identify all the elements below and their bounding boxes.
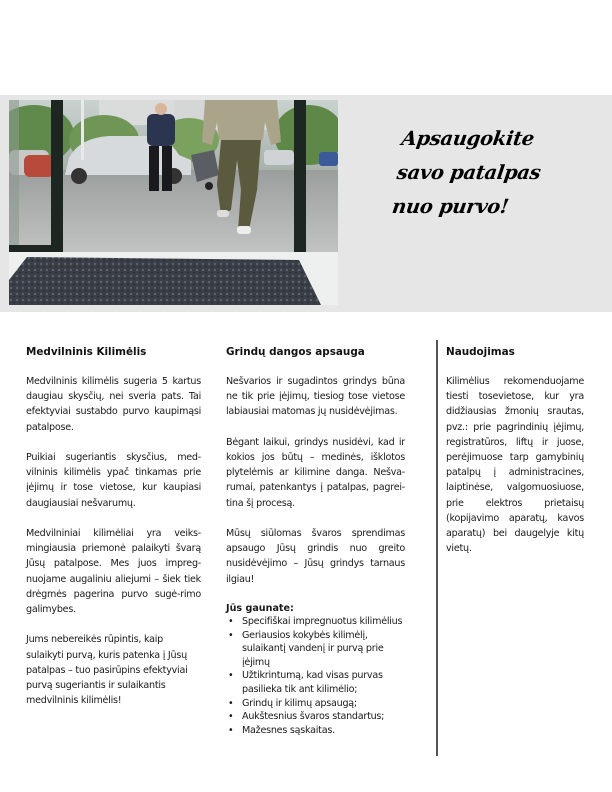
column-heading: Naudojimas <box>446 346 515 358</box>
paragraph: Jums nebereikės rūpintis, kaip sulaikyti purvą, kuris patenka į Jūsų patalpas – tuo pasirūpins efektyviai purvą sugeriantis ir sulaikantis medvilninis kilimėlis! <box>26 634 188 707</box>
paragraph: Nešvarios ir sugadintos grindys būna ne tik prie įėjimų, tiesiog tose vietose labiausiai matomas jų nusidėvėjimas. <box>226 376 405 418</box>
column-heading: Grindų dangos apsauga <box>226 346 365 358</box>
bullet-icon: • <box>228 697 234 709</box>
paragraph: Medvilninis kilimėlis sugeria 5 kartus daugiau skysčių, nei sveria pats. Tai efektyviai sustabdo purvo kaupimąsi patalpose. <box>26 376 201 433</box>
bullet-icon: • <box>228 629 234 641</box>
paragraph: Kilimėlius rekomenduojame tiesti tosevietose, kur yra didžiausias žmonių srautas, pvz.: prie pagrindinių įėjimų, registratūros, liftų ir juose, perėjimuose tarp gamybinių patalpų į administracines, laiptinėse, valgomuosiuose, prie elektros prietaisų (kopijavimo aparatų, kavos aparatų) bei daugelyje kitų vietų. <box>446 376 584 555</box>
list-item-text: Specifiškai impregnuotus kilimėlius <box>242 616 403 627</box>
bullet-icon: • <box>228 724 234 736</box>
list-item <box>226 710 405 724</box>
column-floor-protection <box>226 346 405 737</box>
paragraph: Medvilniniai kilimėliai yra veiks-mingiausia priemonė palaikyti švarą Jūsų patalpose. Mes juos impreg-nuojame augaliniu aliejumi – šiek tiek drėgmės pagerina purvo sugė-rimo galimybes. <box>26 528 201 616</box>
list-item-text: Mažesnes sąskaitas. <box>242 724 335 736</box>
list-item-text: Aukštesnius švaros standartus; <box>242 711 385 723</box>
list-item <box>226 724 405 738</box>
list-item <box>226 615 405 629</box>
benefits-title: Jūs gaunate: <box>226 603 294 614</box>
bullet-icon: • <box>228 616 234 627</box>
bullet-icon: • <box>228 711 234 723</box>
column-divider <box>436 340 438 756</box>
list-item-text: Užtikrintumą, kad visas purvas pasilieka tik ant kilimėlio; <box>242 670 383 695</box>
paragraph: Bėgant laikui, grindys nusidėvi, kad ir kokios jos būtų – medinės, išklotos plytelėmis ar kilimine danga. Nešva-rumai, patenkantys į patalpas, pagrei-tina šį procesą. <box>226 436 405 509</box>
slogan-line: savo patalpas <box>395 161 543 184</box>
column-heading: Medvilninis Kilimėlis <box>26 346 147 358</box>
list-item <box>226 697 405 711</box>
list-item <box>226 669 405 696</box>
benefits-list <box>226 615 405 737</box>
photo-illustration <box>9 100 338 305</box>
entrance-mat-photo <box>9 100 338 305</box>
list-item <box>226 629 405 670</box>
list-item-text: Geriausios kokybės kilimėlį, sulaikantį vandenį ir purvą prie įėjimų <box>242 629 384 668</box>
column-cotton-mat <box>26 346 201 724</box>
paragraph: Mūsų siūlomas švaros sprendimas apsaugo Jūsų grindis nuo greito nusidėvėjimo – Jūsų grindys tarnaus ilgiau! <box>226 528 405 585</box>
bullet-icon: • <box>228 670 234 682</box>
slogan-line: nuo purvo! <box>390 195 511 218</box>
slogan <box>390 122 604 224</box>
slogan-line: Apsaugokite <box>400 127 536 150</box>
column-usage <box>446 346 584 572</box>
list-item-text: Grindų ir kilimų apsaugą; <box>242 697 357 709</box>
paragraph: Puikiai sugeriantis skysčius, med-vilninis kilimėlis ypač tinkamas prie įėjimų ir tose vietose, kur kaupiasi daugiausiai nešvarumų. <box>26 452 201 509</box>
